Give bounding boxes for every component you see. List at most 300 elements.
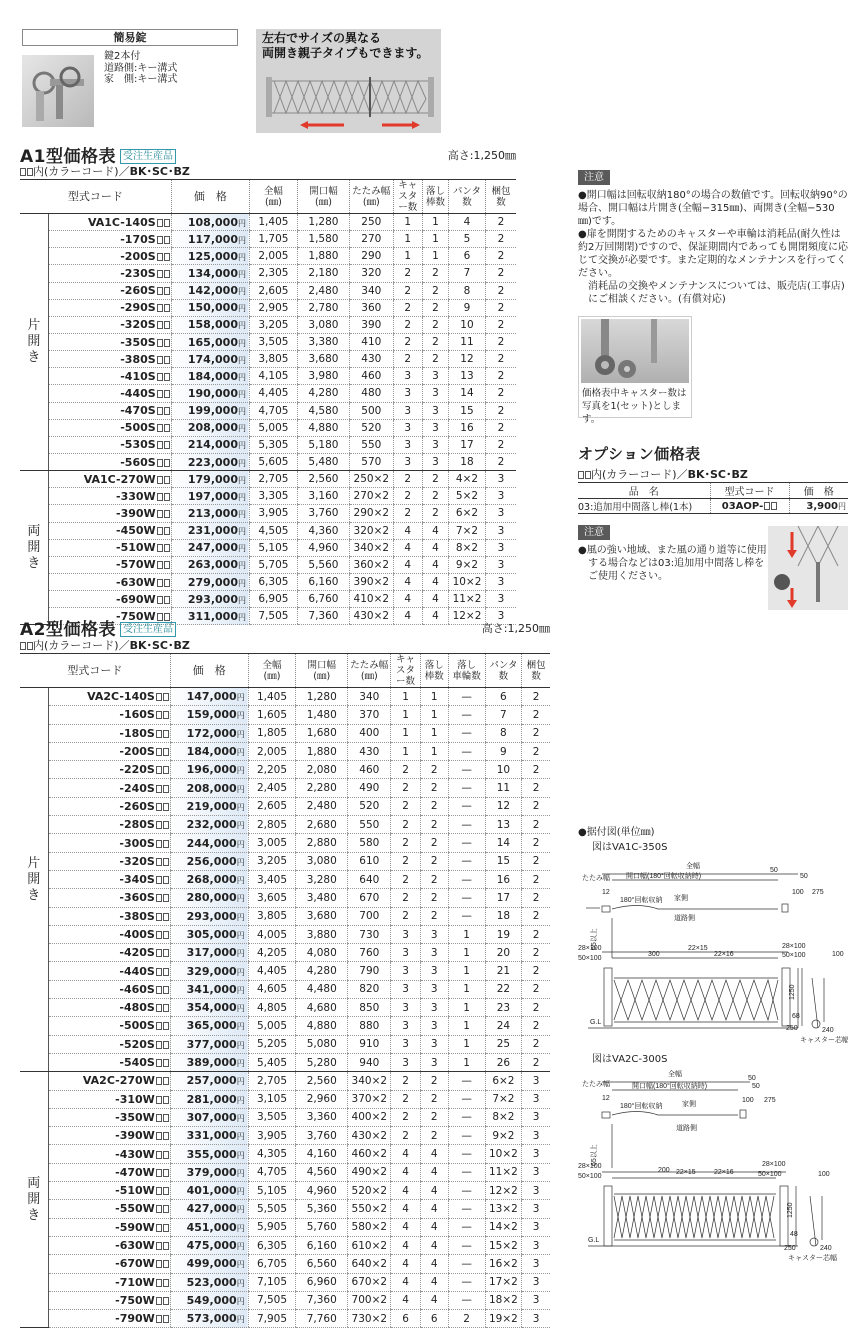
table-cell: — (448, 779, 485, 797)
table-row (20, 1255, 550, 1273)
table-cell: 1,805 (248, 724, 296, 742)
table-cell: 2,305 (249, 265, 297, 282)
svg-text:65以上: 65以上 (591, 928, 598, 950)
price-cell: 549,000円 (170, 1291, 248, 1309)
table-cell: 5 (449, 231, 486, 248)
table-cell: 6,760 (297, 591, 349, 608)
table-cell: 3,905 (248, 1127, 296, 1145)
table-cell: 4 (391, 1218, 420, 1236)
table-cell: 3,805 (248, 907, 296, 925)
svg-text:22×16: 22×16 (714, 951, 734, 958)
option-section (578, 443, 848, 514)
table-cell: 880 (348, 1017, 391, 1035)
table-cell: 670 (348, 889, 391, 907)
price-cell: 147,000円 (170, 688, 248, 706)
table-row (20, 539, 516, 556)
table-cell: 3 (420, 1053, 448, 1071)
table-row (20, 1218, 550, 1236)
table-cell: 5,080 (296, 1035, 348, 1053)
table-cell: 430 (350, 351, 394, 368)
drawing-fig1-title: 図はVA1C-350S (592, 842, 668, 853)
color-code-box (157, 270, 163, 278)
color-code-box (163, 1169, 169, 1177)
svg-text:48: 48 (790, 1231, 798, 1238)
table-cell: 2 (422, 265, 448, 282)
price-cell: 523,000円 (170, 1273, 248, 1291)
color-code-box (163, 1297, 169, 1305)
table-cell: 2 (420, 907, 448, 925)
table-cell: 4 (393, 591, 422, 608)
table-cell: 4,205 (248, 944, 296, 962)
table-cell: 2,560 (297, 471, 349, 488)
table-cell: 17 (449, 436, 486, 453)
table-cell: 4,880 (297, 419, 349, 436)
model-code: -300S (48, 834, 170, 852)
note2 (578, 520, 768, 583)
color-code-box (163, 1132, 169, 1140)
a1-price-table (20, 180, 516, 625)
price-cell: 232,000円 (170, 816, 248, 834)
svg-text:250: 250 (786, 1025, 798, 1032)
color-code-box (163, 693, 169, 701)
svg-text:開口幅(180°回転収納時): 開口幅(180°回転収納時) (626, 873, 702, 880)
color-code-box (156, 803, 162, 811)
lock-description (104, 51, 177, 86)
table-cell: 2 (485, 385, 516, 402)
table-cell: — (448, 1090, 485, 1108)
table-cell: 23 (485, 999, 522, 1017)
color-code-box (156, 949, 162, 957)
table-cell: 490×2 (348, 1163, 391, 1181)
table-cell: 2 (393, 488, 422, 505)
table-cell: 2 (522, 944, 550, 962)
table-cell: 5,905 (248, 1218, 296, 1236)
color-code-box (156, 1224, 162, 1232)
color-code-box (163, 1224, 169, 1232)
column-header: 落し 車輪数 (448, 654, 485, 688)
model-code: -440S (48, 385, 171, 402)
table-cell: 4 (391, 1236, 420, 1254)
table-cell: 18 (449, 453, 486, 470)
model-code: -260S (48, 797, 170, 815)
table-cell: 550×2 (348, 1200, 391, 1218)
column-header: 落し 棒数 (422, 180, 448, 214)
table-cell: 4 (422, 608, 448, 625)
table-cell: 10 (485, 761, 522, 779)
table-cell: 3 (485, 573, 516, 590)
table-row (20, 1273, 550, 1291)
color-code-box (164, 441, 170, 449)
table-cell: 360×2 (350, 556, 394, 573)
table-cell: 4×2 (449, 471, 486, 488)
option-title: オプション価格表 (578, 445, 701, 463)
table-cell: — (448, 1127, 485, 1145)
table-cell: 2 (422, 333, 448, 350)
table-cell: 9×2 (449, 556, 486, 573)
table-cell: 340 (348, 688, 391, 706)
a1-badge: 受注生産品 (120, 149, 176, 164)
table-cell: 430 (348, 742, 391, 760)
table-row (20, 1291, 550, 1309)
color-code-box (163, 986, 169, 994)
color-code-box (156, 986, 162, 994)
table-cell: 3 (522, 1291, 550, 1309)
svg-text:50: 50 (752, 1083, 760, 1090)
table-cell: 4 (422, 556, 448, 573)
svg-text:180°回転収納: 180°回転収納 (620, 897, 663, 904)
table-cell: 16 (449, 419, 486, 436)
table-cell: 390×2 (350, 573, 394, 590)
table-row (20, 505, 516, 522)
table-cell: 4 (393, 608, 422, 625)
color-code-box (157, 476, 163, 484)
table-cell: 640×2 (348, 1255, 391, 1273)
color-code-box (164, 493, 170, 501)
table-cell: 2,080 (296, 761, 348, 779)
table-cell: 3 (485, 539, 516, 556)
table-cell: 11 (449, 333, 486, 350)
model-code: -350S (48, 333, 171, 350)
svg-text:300: 300 (648, 951, 660, 958)
table-cell: 22 (485, 980, 522, 998)
color-code-box (156, 1297, 162, 1305)
table-cell: 14 (449, 385, 486, 402)
price-cell: 125,000円 (171, 248, 249, 265)
svg-text:28×100: 28×100 (762, 1161, 786, 1168)
table-cell: 4,705 (248, 1163, 296, 1181)
table-cell: 3 (522, 1236, 550, 1254)
table-row (20, 368, 516, 385)
table-cell: 1 (448, 980, 485, 998)
table-cell: 3 (522, 1310, 550, 1328)
column-header: 型式コード (20, 654, 170, 688)
price-cell: 213,000円 (171, 505, 249, 522)
color-code-box (156, 1169, 162, 1177)
table-cell: 4 (422, 573, 448, 590)
model-code: -240S (48, 779, 170, 797)
table-cell: 14×2 (485, 1218, 522, 1236)
table-cell: 7,360 (296, 1291, 348, 1309)
table-cell: 9 (485, 742, 522, 760)
color-code-box (157, 459, 163, 467)
color-code-box (157, 219, 163, 227)
table-cell: 4,680 (296, 999, 348, 1017)
table-cell: 1 (448, 999, 485, 1017)
table-cell: 3,080 (297, 316, 349, 333)
svg-text:200: 200 (658, 1167, 670, 1174)
svg-text:65以上: 65以上 (591, 1144, 598, 1166)
table-cell: 3 (420, 1017, 448, 1035)
table-cell: 3,280 (296, 870, 348, 888)
color-code-box (163, 1151, 169, 1159)
a2-height: 高さ:1,250㎜ (481, 622, 550, 635)
table-cell: 290×2 (350, 505, 394, 522)
table-cell: 4,805 (248, 999, 296, 1017)
color-code-box (157, 356, 163, 364)
svg-text:G.L: G.L (590, 1019, 602, 1026)
table-cell: — (448, 834, 485, 852)
table-cell: 410 (350, 333, 394, 350)
table-cell: 2 (393, 333, 422, 350)
color-code-box (156, 913, 162, 921)
table-cell: 1 (448, 1053, 485, 1071)
svg-text:275: 275 (764, 1097, 776, 1104)
table-cell: 4,560 (296, 1163, 348, 1181)
table-row (20, 742, 550, 760)
gate-photo (256, 29, 441, 133)
model-code: -510W (48, 1182, 170, 1200)
table-cell: 7,760 (296, 1310, 348, 1328)
svg-text:250: 250 (784, 1245, 796, 1252)
table-cell: 12×2 (485, 1182, 522, 1200)
model-code: -460S (48, 980, 170, 998)
table-cell: 15 (485, 852, 522, 870)
svg-text:100: 100 (818, 1171, 830, 1178)
a1-title: A1型価格表 (20, 147, 116, 167)
color-code-box (156, 876, 162, 884)
table-row (20, 962, 550, 980)
price-cell: 165,000円 (171, 333, 249, 350)
table-cell: 13×2 (485, 1200, 522, 1218)
color-code-box (164, 579, 170, 587)
table-cell: 4 (420, 1145, 448, 1163)
table-cell: 10 (449, 316, 486, 333)
table-cell: 3 (393, 453, 422, 470)
table-cell: 4,280 (296, 962, 348, 980)
table-cell: 12×2 (449, 608, 486, 625)
table-cell: 2,705 (248, 1072, 296, 1090)
color-code-box (157, 441, 163, 449)
table-cell: 3 (522, 1182, 550, 1200)
table-cell: 4 (422, 539, 448, 556)
color-code-box (163, 1096, 169, 1104)
model-code: -520S (48, 1035, 170, 1053)
table-cell: 8 (485, 724, 522, 742)
table-row (20, 282, 516, 299)
color-code-box (164, 527, 170, 535)
table-cell: 2 (391, 1072, 420, 1090)
svg-text:全幅: 全幅 (686, 863, 700, 870)
color-code-box (163, 1077, 169, 1085)
table-cell: 2,605 (249, 282, 297, 299)
column-header: キャスター数 (393, 180, 422, 214)
table-cell: 340×2 (348, 1072, 391, 1090)
table-cell: 460 (348, 761, 391, 779)
color-code-box (163, 803, 169, 811)
price-cell: 281,000円 (170, 1090, 248, 1108)
model-code: -470W (48, 1163, 170, 1181)
color-code-box (156, 931, 162, 939)
key-icon (22, 55, 94, 127)
table-cell: 5,105 (248, 1182, 296, 1200)
table-cell: 3 (391, 962, 420, 980)
table-cell: 2 (485, 368, 516, 385)
model-code: -750W (48, 1291, 170, 1309)
color-code-box (156, 1242, 162, 1250)
svg-text:50×100: 50×100 (578, 1173, 602, 1180)
color-code-box (163, 968, 169, 976)
table-row (20, 1145, 550, 1163)
table-cell: 4 (391, 1291, 420, 1309)
table-cell: — (448, 742, 485, 760)
table-cell: 5,280 (296, 1053, 348, 1071)
table-cell: 15×2 (485, 1236, 522, 1254)
table-cell: 3 (391, 1053, 420, 1071)
table-cell: 4 (393, 573, 422, 590)
price-cell: 214,000円 (171, 436, 249, 453)
color-code-box (156, 1260, 162, 1268)
table-cell: 2 (485, 436, 516, 453)
table-cell: 3,480 (296, 889, 348, 907)
table-cell: 16 (485, 870, 522, 888)
table-cell: 3 (485, 608, 516, 625)
table-cell: 1,480 (296, 706, 348, 724)
model-code: -480S (48, 999, 170, 1017)
svg-text:22×15: 22×15 (676, 1169, 696, 1176)
table-cell: 6,705 (248, 1255, 296, 1273)
table-cell: 250×2 (350, 471, 394, 488)
color-code-box (164, 407, 170, 415)
color-code-box (163, 858, 169, 866)
table-cell: 4 (391, 1182, 420, 1200)
table-cell: 2 (485, 453, 516, 470)
table-cell: 3 (422, 385, 448, 402)
table-cell: 4,505 (249, 522, 297, 539)
table-cell: 460 (350, 368, 394, 385)
table-row (20, 333, 516, 350)
table-cell: 3,205 (248, 852, 296, 870)
table-cell: — (448, 816, 485, 834)
table-cell: — (448, 1236, 485, 1254)
table-cell: 2 (391, 870, 420, 888)
table-cell: 320×2 (350, 522, 394, 539)
table-cell: 3 (522, 1090, 550, 1108)
color-code-box (156, 1077, 162, 1085)
table-cell: — (448, 1273, 485, 1291)
table-row (20, 706, 550, 724)
svg-text:道路側: 道路側 (676, 1125, 697, 1132)
table-cell: 4,960 (296, 1182, 348, 1200)
table-cell: 2 (420, 1127, 448, 1145)
model-code: -430W (48, 1145, 170, 1163)
table-cell: 3,905 (249, 505, 297, 522)
table-cell: 4 (393, 556, 422, 573)
price-cell: 365,000円 (170, 1017, 248, 1035)
table-cell: 480 (350, 385, 394, 402)
model-code: -230S (48, 265, 171, 282)
drop-rod-icon (768, 526, 848, 610)
color-code-box (164, 236, 170, 244)
table-cell: 410×2 (350, 591, 394, 608)
table-cell: 6×2 (449, 505, 486, 522)
table-cell: 640 (348, 870, 391, 888)
table-row (20, 1236, 550, 1254)
table-cell: 5,505 (248, 1200, 296, 1218)
table-cell: 1 (422, 214, 448, 231)
table-cell: 13 (449, 368, 486, 385)
table-cell: 1,605 (248, 706, 296, 724)
color-code-box (163, 785, 169, 793)
table-row (20, 573, 516, 590)
table-row (20, 385, 516, 402)
color-code-box (164, 270, 170, 278)
table-cell: 2 (420, 852, 448, 870)
table-cell: 2 (485, 419, 516, 436)
table-cell: 1 (420, 742, 448, 760)
table-cell: 550 (348, 816, 391, 834)
table-cell: 2 (420, 1108, 448, 1126)
table-cell: 2 (391, 1127, 420, 1145)
table-cell: 11 (485, 779, 522, 797)
price-cell: 354,000円 (170, 999, 248, 1017)
table-cell: — (448, 870, 485, 888)
table-cell: 8 (449, 282, 486, 299)
table-cell: 2 (485, 231, 516, 248)
table-cell: 6 (485, 688, 522, 706)
model-code: -170S (48, 231, 171, 248)
table-cell: 340 (350, 282, 394, 299)
table-cell: 2 (485, 351, 516, 368)
table-cell: 8×2 (449, 539, 486, 556)
table-cell: 2 (422, 299, 448, 316)
table-cell: 2,480 (297, 282, 349, 299)
table-cell: 2,680 (296, 816, 348, 834)
arrow-right-icon (382, 121, 420, 129)
color-code-box (163, 931, 169, 939)
table-cell: 2,005 (249, 248, 297, 265)
model-code: -320S (48, 852, 170, 870)
table-cell: 5,705 (249, 556, 297, 573)
table-cell: 3,080 (296, 852, 348, 870)
table-cell: 21 (485, 962, 522, 980)
table-cell: 2 (522, 980, 550, 998)
table-cell: 2,960 (296, 1090, 348, 1108)
color-code-box (164, 544, 170, 552)
table-cell: 270×2 (350, 488, 394, 505)
table-cell: 400 (348, 724, 391, 742)
table-cell: 6,305 (248, 1236, 296, 1254)
color-code-box (157, 287, 163, 295)
table-cell: 14 (485, 834, 522, 852)
note1-item: ●開口幅は回転収納180°の場合の数値です。回転収納90°の場合、開口幅は片開き(全幅−315㎜)、両開き(全幅−530㎜)です。 (578, 190, 848, 227)
note1-item: ●扉を開閉するためのキャスターや車輪は消耗品(耐久性は約2万回開閉)ですので、保証期間内であっても開閉頻度に応じて交換が必要です。また定期的なメンテナンスを行ってください。 (578, 229, 848, 279)
color-code-box (163, 748, 169, 756)
svg-text:28×100: 28×100 (782, 943, 806, 950)
note1-tag: 注意 (578, 170, 610, 185)
svg-text:28×100: 28×100 (578, 1163, 602, 1170)
table-cell: 7,505 (248, 1291, 296, 1309)
price-cell: 219,000円 (170, 797, 248, 815)
color-code-box (156, 894, 162, 902)
price-cell: 355,000円 (170, 1145, 248, 1163)
table-cell: 4 (391, 1273, 420, 1291)
table-cell: 2 (391, 834, 420, 852)
color-code-box (164, 596, 170, 604)
table-cell: 2 (422, 316, 448, 333)
table-cell: 13 (485, 816, 522, 834)
table-cell: 1 (391, 706, 420, 724)
table-cell: 24 (485, 1017, 522, 1035)
table-cell: 2 (522, 706, 550, 724)
table-cell: 2 (522, 816, 550, 834)
note2-text: ●風の強い地域、また風の通り道等に使用する場合などは03:追加用中間落し棒をご使用ください。 (578, 545, 767, 582)
table-cell: 3,205 (249, 316, 297, 333)
table-cell: 3 (485, 522, 516, 539)
svg-text:家側: 家側 (682, 1101, 696, 1108)
table-cell: 670×2 (348, 1273, 391, 1291)
svg-text:28×100: 28×100 (578, 945, 602, 952)
table-cell: 3 (420, 980, 448, 998)
